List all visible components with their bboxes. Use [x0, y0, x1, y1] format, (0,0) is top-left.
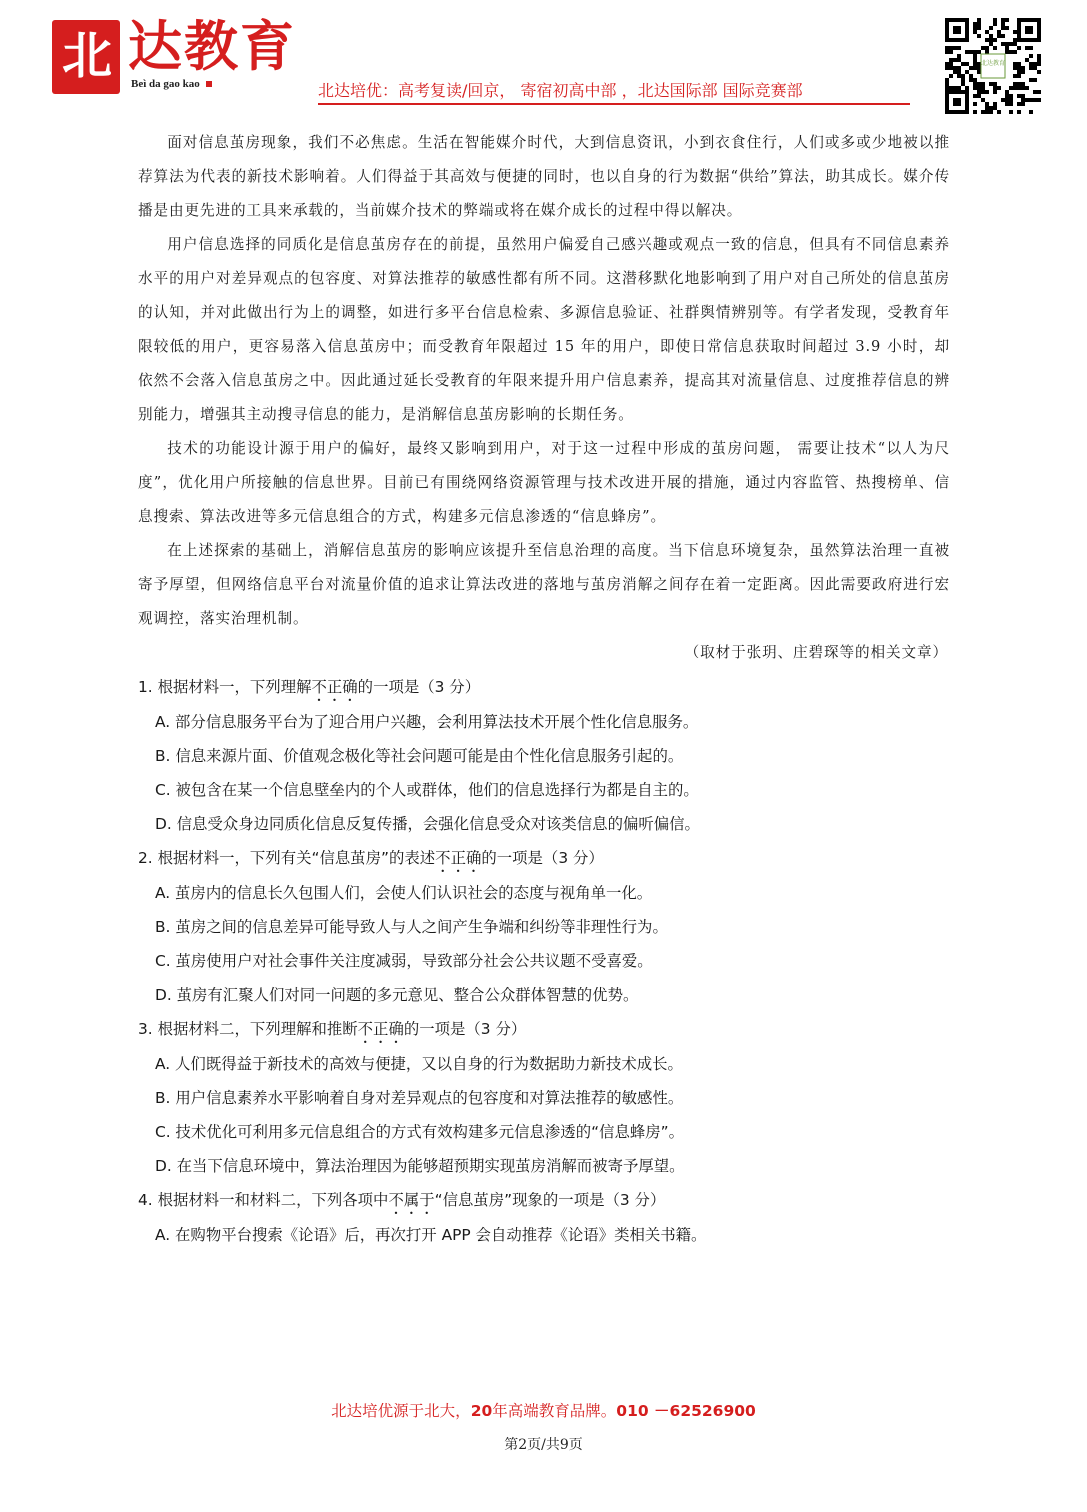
paragraph-2: 用户信息选择的同质化是信息茧房存在的前提，虽然用户偏爱自己感兴趣或观点一致的信息，但具有不同信息素养水平的用户对差异观点的包容度、对算法推荐的敏感性都有所不同。这潜移默化地影响到了用户对自己所处的信息茧房的认知，并对此做出行为上的调整，如进行多平台信息检索、多源信息验证、社群舆情辨别等。有学者发现，受教育年限较低的用户，更容易落入信息茧房中；而受教育年限超过 15 年的用户，即使日常信息获取时间超过 3.9 小时，却依然不会落入信息茧房之中。因此通过延长受教育的年限来提升用户信息素养，提高其对流量信息、过度推荐信息的辨别能力，增强其主动搜寻信息的能力，是消解信息茧房影响的长期任务。	[138, 236, 950, 423]
option-d: D. 在当下信息环境中，算法治理因为能够超预期实现茧房消解而被寄予厚望。	[155, 1157, 685, 1175]
paragraph-1: 面对信息茧房现象，我们不必焦虑。生活在智能媒介时代，大到信息资讯，小到衣食住行，人们或多或少地被以推荐算法为代表的新技术影响着。人们得益于其高效与便捷的同时，也以自身的行为数据“供给”算法，助其成长。媒介传播是由更先进的工具来承载的，当前媒介技术的弊端或将在媒介成长的过程中得以解决。	[138, 134, 950, 219]
stem-post: 的一项是（3 分）	[357, 678, 481, 696]
option-c: C. 茧房使用户对社会事件关注度减弱，导致部分社会公共议题不受喜爱。	[155, 952, 653, 970]
logo-pinyin	[131, 78, 212, 90]
logo-dot	[206, 81, 212, 87]
option-a: A. 茧房内的信息长久包围人们，会使人们认识社会的态度与视角单一化。	[155, 884, 653, 902]
stem-emphasis: 不正确	[311, 678, 358, 696]
question-stem	[138, 670, 950, 705]
option-a: A. 在购物平台搜索《论语》后，再次打开 APP 会自动推荐《论语》类相关书籍。	[155, 1226, 707, 1244]
option-d: D. 茧房有汇聚人们对同一问题的多元意见、整合公众群体智慧的优势。	[155, 986, 639, 1004]
qr-code-icon	[943, 16, 1043, 116]
stem-pre: 2. 根据材料一，下列有关“信息茧房”的表述	[138, 849, 436, 867]
source-citation: （取材于张玥、庄碧琛等的相关文章）	[684, 644, 948, 661]
stem-pre: 1. 根据材料一，下列理解	[138, 678, 312, 696]
question-4	[138, 1183, 950, 1252]
article-body	[138, 126, 950, 1252]
logo-mark: 北	[52, 20, 120, 94]
paragraph-4: 在上述探索的基础上，消解信息茧房的影响应该提升至信息治理的高度。当下信息环境复杂，虽然算法治理一直被寄予厚望，但网络信息平台对流量价值的追求让算法改进的落地与茧房消解之间存在着一定距离。因此需要政府进行宏观调控，落实治理机制。	[138, 542, 950, 627]
stem-post: 的一项是（3 分）	[481, 849, 604, 867]
logo-pinyin-text: Beì da gao kao	[131, 78, 200, 90]
page-header	[0, 0, 1087, 125]
stem-post: 的一项是（3 分）	[403, 1020, 527, 1038]
option-b: B. 茧房之间的信息差异可能导致人与人之间产生争端和纠纷等非理性行为。	[155, 918, 668, 936]
option-d: D. 信息受众身边同质化信息反复传播，会强化信息受众对该类信息的偏听偏信。	[155, 815, 700, 833]
footer-ad	[0, 1399, 1087, 1421]
option-b: B. 信息来源片面、价值观念极化等社会问题可能是由个性化信息服务引起的。	[155, 747, 684, 765]
stem-pre: 3. 根据材料二，下列理解和推断	[138, 1020, 358, 1038]
footer-text-b: 20	[470, 1402, 493, 1420]
stem-emphasis: 不正确	[435, 849, 482, 867]
header-divider	[318, 103, 910, 105]
question-stem	[138, 841, 950, 876]
option-c: C. 被包含在某一个信息壁垒内的个人或群体，他们的信息选择行为都是自主的。	[155, 781, 699, 799]
question-2	[138, 841, 950, 1012]
option-c: C. 技术优化可利用多元信息组合的方式有效构建多元信息渗透的“信息蜂房”。	[155, 1123, 684, 1141]
stem-emphasis: 不属于	[388, 1191, 435, 1209]
footer-text-a: 北达培优源于北大，	[331, 1402, 471, 1420]
question-stem	[138, 1012, 950, 1047]
header-slogan: 北达培优：高考复读/回京， 寄宿初高中部 ，北达国际部 国际竞赛部	[318, 81, 803, 100]
footer-text-c: 年高端教育品牌。	[492, 1402, 617, 1420]
question-3	[138, 1012, 950, 1183]
stem-emphasis: 不正确	[357, 1020, 404, 1038]
paragraph-3: 技术的功能设计源于用户的偏好，最终又影响到用户，对于这一过程中形成的茧房问题， 需要让技术“以人为尺度”，优化用户所接触的信息世界。目前已有围绕网络资源管理与技术改进开展的措施，通过内容监管、热搜榜单、信息搜索、算法改进等多元信息组合的方式，构建多元信息渗透的“信息蜂房”。	[138, 440, 950, 525]
page-number: 第2页/共9页	[504, 1437, 583, 1453]
option-b: B. 用户信息素养水平影响着自身对差异观点的包容度和对算法推荐的敏感性。	[155, 1089, 684, 1107]
stem-pre: 4. 根据材料一和材料二，下列各项中	[138, 1191, 389, 1209]
option-a: A. 人们既得益于新技术的高效与便捷，又以自身的行为数据助力新技术成长。	[155, 1055, 683, 1073]
stem-post: “信息茧房”现象的一项是（3 分）	[434, 1191, 666, 1209]
option-a: A. 部分信息服务平台为了迎合用户兴趣，会利用算法技术开展个性化信息服务。	[155, 713, 699, 731]
question-1	[138, 670, 950, 841]
question-stem	[138, 1183, 950, 1218]
logo-name: 达教育	[128, 15, 296, 78]
qr-code-graphic	[943, 16, 1043, 116]
qr-center-label: 北达教育	[980, 60, 1006, 67]
footer-phone: 010 －62526900	[616, 1402, 756, 1420]
